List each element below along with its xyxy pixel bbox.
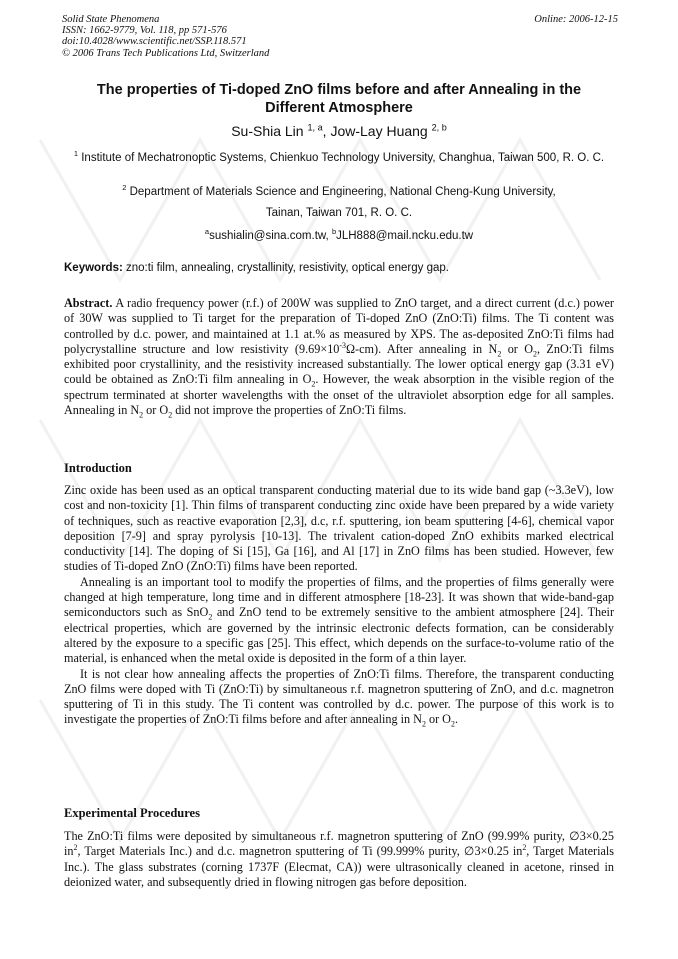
email-b-marker: b [331,227,337,237]
keywords [64,262,616,274]
intro-p2-text-b: and ZnO tend to be extremely sensitive to the ambient atmosphere [24]. Their electrical properties, which are governed by the intrinsic electronic defects formation, can be considerably altered by the exposure to a specific gas [25]. This effect, which depends on the surface-to-volume ratio of the material, is enhanced when the metal oxide is deposited in the form of a thin layer. [64,605,614,666]
abstract-text-5: . However, the weak absorption in the visible region of the spectrum terminated at shorter wavelengths with the onset of the ultraviolet absorption edge for all samples. Annealing in N [64,372,615,418]
abstract-exponent: -3 [339,340,346,350]
abstract-sub-5: 2 [168,410,173,420]
exp-sup-1: 2 [73,843,78,853]
email-a[interactable]: sushialin@sina.com.tw, [209,230,332,242]
author-1: Su-Shia Lin [231,123,308,139]
intro-p2-text-a: Annealing is an important tool to modify the properties of films, and the properties of films generally were changed at high temperature, long time and in different atmosphere [18-23]. It was shown that wide-band-gap semiconductors such as SnO [64,574,614,620]
issn-line: ISSN: 1662-9779, Vol. 118, pp 571-576 [62,25,227,37]
intro-paragraph-3 [64,667,614,728]
title-line-1: The properties of Ti-doped ZnO films before and after Annealing in the [96,82,582,98]
doi-line: doi:10.4028/www.scientific.net/SSP.118.571 [62,36,247,48]
introduction-heading: Introduction [64,461,132,475]
email-b[interactable]: JLH888@mail.ncku.edu.tw [336,230,474,242]
exp-text-a: The ZnO:Ti films were deposited by simultaneous r.f. magnetron sputtering of ZnO (99.99% purity, ∅3×0.25 in [64,829,614,859]
author-separator: , [322,123,331,139]
abstract-sub-2: 2 [533,349,537,359]
affiliation-1 [60,150,618,167]
abstract-text-4: , ZnO:Ti films exhibited poor crystallinity, and the resistivity increased substantially. The lower optical energy gap (3.31 eV) could be obtained as ZnO:Ti film annealing in O [64,341,614,387]
intro-p3-text-b: or O [425,712,451,727]
intro-p3-sub-1: 2 [421,719,426,729]
affiliation-2-marker: 2 [122,183,127,193]
intro-paragraph-1: Zinc oxide has been used as an optical transparent conducting material due to its wide band gap (~3.3eV), low cost and non-toxicity [1]. Thin films of transparent conducting zinc oxide have been prepared by a wide variety of techniques, such as reactive evaporation [2,3], d.c, r.f. sputtering, ion beam sputtering [4-6], chemical vapor deposition [7-9] and spray pyrolysis [10-13]. The trivalent cation-doped ZnO exhibits marked electrical conductivity [14]. The doping of Si [15], Ga [16], and Al [17] in ZnO films has been studied. However, few studies of Ti-doped ZnO (ZnO:Ti) films have been reported. [64,483,614,574]
introduction-body [64,483,614,728]
keywords-text: zno:ti film, annealing, crystallinity, resistivity, optical energy gap. [122,262,449,274]
abstract-sub-3: 2 [311,379,316,389]
intro-p3-text-c: . [454,712,459,727]
keywords-label: Keywords: [64,262,123,274]
abstract-text-7: did not improve the properties of ZnO:Ti films. [172,403,407,418]
abstract-sub-1: 2 [497,349,502,359]
abstract [64,296,614,418]
intro-p2-sub: 2 [208,612,213,622]
affiliation-2-line-1: Department of Materials Science and Engineering, National Cheng-Kung University, [129,186,556,198]
experimental-heading: Experimental Procedures [64,806,200,820]
affiliation-2 [60,184,618,222]
author-2: Jow-Lay Huang [330,123,432,139]
copyright-line: © 2006 Trans Tech Publications Ltd, Switzerland [62,47,270,59]
exp-sup-2: 2 [522,843,527,853]
abstract-text-3: or O [501,341,534,356]
intro-paragraph-2 [64,575,614,667]
abstract-text-2: Ω-cm). After annealing in N [346,341,498,356]
abstract-label: Abstract. [64,296,113,310]
journal-name: Solid State Phenomena [62,14,160,25]
online-date: Online: 2006-12-15 [534,14,618,25]
exp-text-c: , Target Materials Inc.). The glass substrates (corning 1737F (Elecmat, CA)) were ultrasonically cleaned in acetone, rinsed in deionized water, and subsequently dried in flowing nitrogen gas before deposition. [64,844,614,889]
author-1-marker: 1, a [307,122,323,133]
experimental-body [64,829,614,890]
abstract-text-6: or O [143,403,169,418]
affiliation-2-line-2: Tainan, Taiwan 701, R. O. C. [265,207,413,219]
author-list [50,123,628,139]
author-2-marker: 2, b [431,122,447,133]
affiliation-1-marker: 1 [73,149,79,159]
abstract-text-1: A radio frequency power (r.f.) of 200W was supplied to ZnO target, and a direct current (d.c.) power of 30W was supplied to Ti target for the preparation of Ti-doped ZnO (ZnO:Ti) films. The Ti content was controlled by d.c. power, and maintained at 1.1 at.% as measured by XPS. The as-deposited ZnO:Ti films had polycrystalline structure and low resistivity (9.69×10 [64,296,614,356]
journal-header [62,14,618,59]
email-a-marker: a [204,227,210,237]
paper-title [50,81,628,117]
abstract-sub-4: 2 [139,410,144,420]
affiliation-1-text: Institute of Mechatronoptic Systems, Chienkuo Technology University, Changhua, Taiwan 500, R. O. C. [81,152,605,164]
exp-text-b: , Target Materials Inc.) and d.c. magnetron sputtering of Ti (99.999% purity, ∅3×0.25 in [77,844,523,859]
email-line [60,228,618,245]
intro-p3-text-a: It is not clear how annealing affects the properties of ZnO:Ti films. Therefore, the transparent conducting ZnO films were doped with Ti (ZnO:Ti) by simultaneous r.f. magnetron sputtering of ZnO, and d.c. magnetron sputtering of Ti in this study. The Ti content was controlled by d.c. power. The purpose of this work is to investigate the properties of ZnO:Ti films before and after annealing in N [64,666,614,727]
intro-p3-sub-2: 2 [451,719,455,729]
title-line-2: Different Atmosphere [265,100,413,116]
